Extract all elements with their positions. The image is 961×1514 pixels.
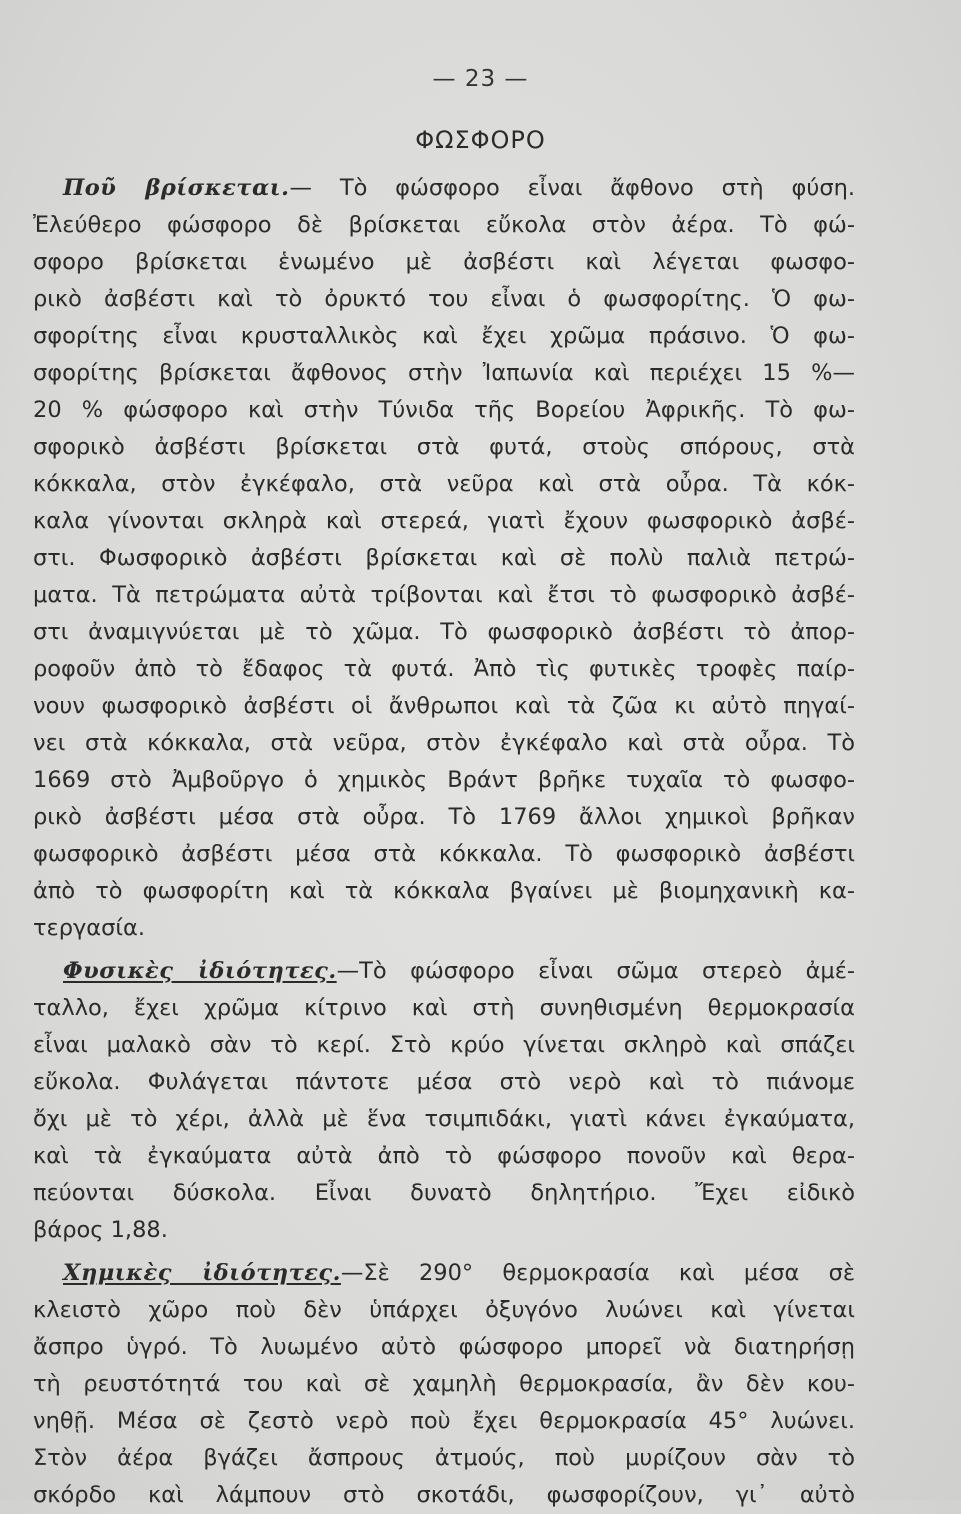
paragraph-line: σκόρδο καὶ λάμπουν στὸ σκοτάδι, φωσφορίζουν, γι᾿ αὐτὸ [33, 1482, 855, 1508]
paragraph-line: ροφοῦν ἀπὸ τὸ ἔδαφος τὰ φυτά. Ἀπὸ τὶς φυτικὲς τροφὲς παίρ- [33, 656, 855, 682]
paragraph-line: στι. Φωσφορικὸ ἀσβέστι βρίσκεται καὶ σὲ πολὺ παλιὰ πετρώ- [33, 545, 855, 571]
paragraph-line: νει στὰ κόκκαλα, στὰ νεῦρα, στὸν ἐγκέφαλο καὶ στὰ οὖρα. Τὸ [33, 730, 855, 756]
paragraph-line: σφορο βρίσκεται ἑνωμένο μὲ ἀσβέστι καὶ λέγεται φωσφο- [33, 249, 855, 275]
paragraph-line: ταλλο, ἔχει χρῶμα κίτρινο καὶ στὴ συνηθισμένη θερμοκρασία [33, 995, 855, 1021]
page-title: ΦΩΣΦΟΡΟ [415, 126, 546, 154]
paragraph-line: καὶ τὰ ἐγκαύματα αὐτὰ ἀπὸ τὸ φώσφορο πονοῦν καὶ θερα- [33, 1143, 855, 1169]
paragraph-line: στι ἀναμιγνύεται μὲ τὸ χῶμα. Τὸ φωσφορικὸ ἀσβέστι τὸ ἀπορ- [33, 619, 855, 645]
paragraph-line: νουν φωσφορικὸ ἀσβέστι οἱ ἄνθρωποι καὶ τὰ ζῶα κι αὐτὸ πηγαί- [33, 693, 855, 719]
paragraph-line: τὴ ρευστότητά του καὶ σὲ χαμηλὴ θερμοκρασία, ἂν δὲν κου- [33, 1371, 855, 1397]
paragraph-line: Ἐλεύθερο φώσφορο δὲ βρίσκεται εὔκολα στὸν ἀέρα. Τὸ φώ- [33, 212, 855, 238]
paragraph-line: Ποῦ βρίσκεται.— Τὸ φώσφορο εἶναι ἄφθονο στὴ φύση. [63, 175, 855, 201]
page-number: — 23 — [432, 66, 529, 92]
paragraph-line: νηθῇ. Μέσα σὲ ζεστὸ νερὸ ποὺ ἔχει θερμοκρασία 45° λυώνει. [33, 1408, 855, 1434]
paragraph-line: Στὸν ἀέρα βγάζει ἄσπρους ἀτμούς, ποὺ μυρίζουν σὰν τὸ [33, 1445, 855, 1471]
body-text [33, 170, 855, 1514]
paragraph-line: κόκκαλα, στὸν ἐγκέφαλο, στὰ νεῦρα καὶ στὰ οὖρα. Τὰ κόκ- [33, 471, 855, 497]
paragraph-line: καλα γίνονται σκληρὰ καὶ στερεά, γιατὶ ἔχουν φωσφορικὸ ἀσβέ- [33, 508, 855, 534]
paragraph-line: ματα. Τὰ πετρώματα αὐτὰ τρίβονται καὶ ἔτσι τὸ φωσφορικὸ ἀσβέ- [33, 582, 855, 608]
paragraph-line: εἶναι μαλακὸ σὰν τὸ κερί. Στὸ κρύο γίνεται σκληρὸ καὶ σπάζει [33, 1032, 855, 1058]
paragraph-line: εὔκολα. Φυλάγεται πάντοτε μέσα στὸ νερὸ καὶ τὸ πιάνομε [33, 1069, 855, 1095]
paragraph-line: ρικὸ ἀσβέστι μέσα στὰ οὖρα. Τὸ 1769 ἄλλοι χημικοὶ βρῆκαν [33, 804, 855, 830]
section-heading: Ποῦ βρίσκεται. [63, 175, 290, 201]
paragraph-line: σφορίτης εἶναι κρυσταλλικὸς καὶ ἔχει χρῶμα πράσινο. Ὁ φω- [33, 323, 855, 349]
paragraph-line: φωσφορικὸ ἀσβέστι μέσα στὰ κόκκαλα. Τὸ φωσφορικὸ ἀσβέστι [33, 841, 855, 867]
paragraph-line: πεύονται δύσκολα. Εἶναι δυνατὸ δηλητήριο. Ἔχει εἰδικὸ [33, 1180, 855, 1206]
paragraph-line: Φυσικὲς ἰδιότητες.—Τὸ φώσφορο εἶναι σῶμα στερεὸ ἀμέ- [63, 958, 855, 984]
section-heading: Φυσικὲς ἰδιότητες. [63, 958, 337, 984]
paragraph-line: ἀπὸ τὸ φωσφορίτη καὶ τὰ κόκκαλα βγαίνει μὲ βιομηχανικὴ κα- [33, 878, 855, 904]
paragraph-line: Χημικὲς ἰδιότητες.—Σὲ 290° θερμοκρασία καὶ μέσα σὲ [63, 1260, 855, 1286]
paragraph-line: σφορίτης βρίσκεται ἄφθονος στὴν Ἰαπωνία καὶ περιέχει 15 %— [33, 360, 855, 386]
paragraph-line: 20 % φώσφορο καὶ στὴν Τύνιδα τῆς Βορείου Ἀφρικῆς. Τὸ φω- [33, 397, 855, 423]
paragraph-line: κλειστὸ χῶρο ποὺ δὲν ὑπάρχει ὀξυγόνο λυώνει καὶ γίνεται [33, 1297, 855, 1323]
paragraph-line: ἄσπρο ὑγρό. Τὸ λυωμένο αὐτὸ φώσφορο μπορεῖ νὰ διατηρήσῃ [33, 1334, 855, 1360]
paragraph-line: τεργασία. [33, 915, 145, 941]
section-heading: Χημικὲς ἰδιότητες. [63, 1260, 341, 1286]
paragraph-line: ὄχι μὲ τὸ χέρι, ἀλλὰ μὲ ἕνα τσιμπιδάκι, γιατὶ κάνει ἐγκαύματα, [33, 1106, 855, 1132]
paragraph-line: βάρος 1,88. [33, 1217, 168, 1243]
paragraph-line: σφορικὸ ἀσβέστι βρίσκεται στὰ φυτά, στοὺς σπόρους, στὰ [33, 434, 855, 460]
paragraph-line: 1669 στὸ Ἀμβοῦργο ὁ χημικὸς Βράντ βρῆκε τυχαῖα τὸ φωσφο- [33, 767, 855, 793]
paragraph-line: ρικὸ ἀσβέστι καὶ τὸ ὀρυκτό του εἶναι ὁ φωσφορίτης. Ὁ φω- [33, 286, 855, 312]
